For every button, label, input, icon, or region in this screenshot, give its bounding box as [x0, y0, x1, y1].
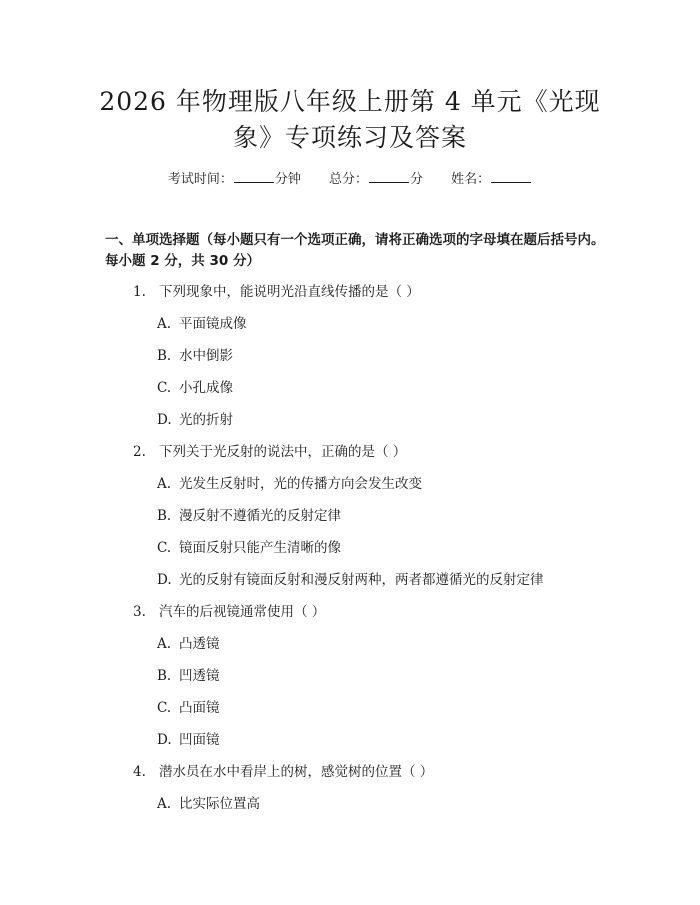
option-1a	[157, 314, 247, 334]
exam-score-blank	[369, 168, 409, 183]
question-number: 1.	[133, 284, 146, 300]
question-2	[133, 442, 406, 462]
exam-time-label: 考试时间：	[167, 172, 233, 187]
option-letter: B.	[157, 348, 172, 364]
option-letter: D.	[157, 572, 172, 588]
exam-info	[0, 168, 700, 190]
option-text: 光发生反射时，光的传播方向会发生改变	[179, 476, 422, 492]
option-2a	[157, 474, 422, 494]
option-2d	[157, 570, 544, 590]
question-text: 下列现象中，能说明光沿直线传播的是（ ）	[159, 284, 420, 300]
option-3d	[157, 730, 220, 750]
exam-time-unit: 分钟	[274, 172, 301, 187]
option-letter: B.	[157, 668, 172, 684]
exam-time-blank	[234, 168, 274, 183]
question-number: 2.	[133, 444, 146, 460]
document-title-line1: 2026 年物理版八年级上册第 4 单元《光现	[99, 87, 601, 116]
option-text: 凹透镜	[179, 668, 220, 684]
option-letter: A.	[157, 316, 172, 332]
option-1d	[157, 410, 233, 430]
option-letter: A.	[157, 476, 172, 492]
option-text: 比实际位置高	[179, 796, 260, 812]
option-3a	[157, 634, 220, 654]
section-heading-single-choice: 一、单项选择题（每小题只有一个选项正确，请将正确选项的字母填在题后括号内。每小题 2 分，共 30 分）	[105, 232, 605, 269]
option-1c	[157, 378, 233, 398]
student-name	[451, 172, 532, 187]
option-letter: C.	[157, 540, 172, 556]
option-letter: C.	[157, 380, 172, 396]
option-text: 镜面反射只能产生清晰的像	[179, 540, 341, 556]
student-name-label: 姓名：	[451, 172, 491, 187]
question-text: 下列关于光反射的说法中，正确的是（ ）	[159, 444, 407, 460]
question-number: 3.	[133, 604, 146, 620]
option-text: 漫反射不遵循光的反射定律	[179, 508, 341, 524]
option-letter: A.	[157, 636, 172, 652]
option-1b	[157, 346, 233, 366]
option-text: 凹面镜	[179, 732, 220, 748]
option-letter: D.	[157, 732, 172, 748]
option-text: 平面镜成像	[179, 316, 247, 332]
question-1	[133, 282, 420, 302]
option-text: 凸透镜	[179, 636, 220, 652]
student-name-blank	[491, 168, 531, 183]
exam-score-unit: 分	[410, 172, 424, 187]
exam-score	[329, 172, 427, 187]
option-letter: C.	[157, 700, 172, 716]
question-number: 4.	[133, 764, 146, 780]
option-2b	[157, 506, 341, 526]
exam-score-label: 总分：	[328, 172, 368, 187]
option-text: 小孔成像	[179, 380, 233, 396]
option-3b	[157, 666, 220, 686]
exam-time	[168, 172, 305, 187]
document-title-line2: 象》专项练习及答案	[232, 123, 467, 152]
option-4a	[157, 794, 260, 814]
option-letter: D.	[157, 412, 172, 428]
option-2c	[157, 538, 341, 558]
question-4	[133, 762, 433, 782]
option-text: 光的折射	[179, 412, 233, 428]
option-letter: A.	[157, 796, 172, 812]
question-text: 潜水员在水中看岸上的树，感觉树的位置（ ）	[159, 764, 434, 780]
option-3c	[157, 698, 220, 718]
option-text: 光的反射有镜面反射和漫反射两种，两者都遵循光的反射定律	[179, 572, 544, 588]
option-text: 凸面镜	[179, 700, 220, 716]
option-letter: B.	[157, 508, 172, 524]
question-text: 汽车的后视镜通常使用（ ）	[159, 604, 326, 620]
option-text: 水中倒影	[179, 348, 233, 364]
question-3	[133, 602, 325, 622]
